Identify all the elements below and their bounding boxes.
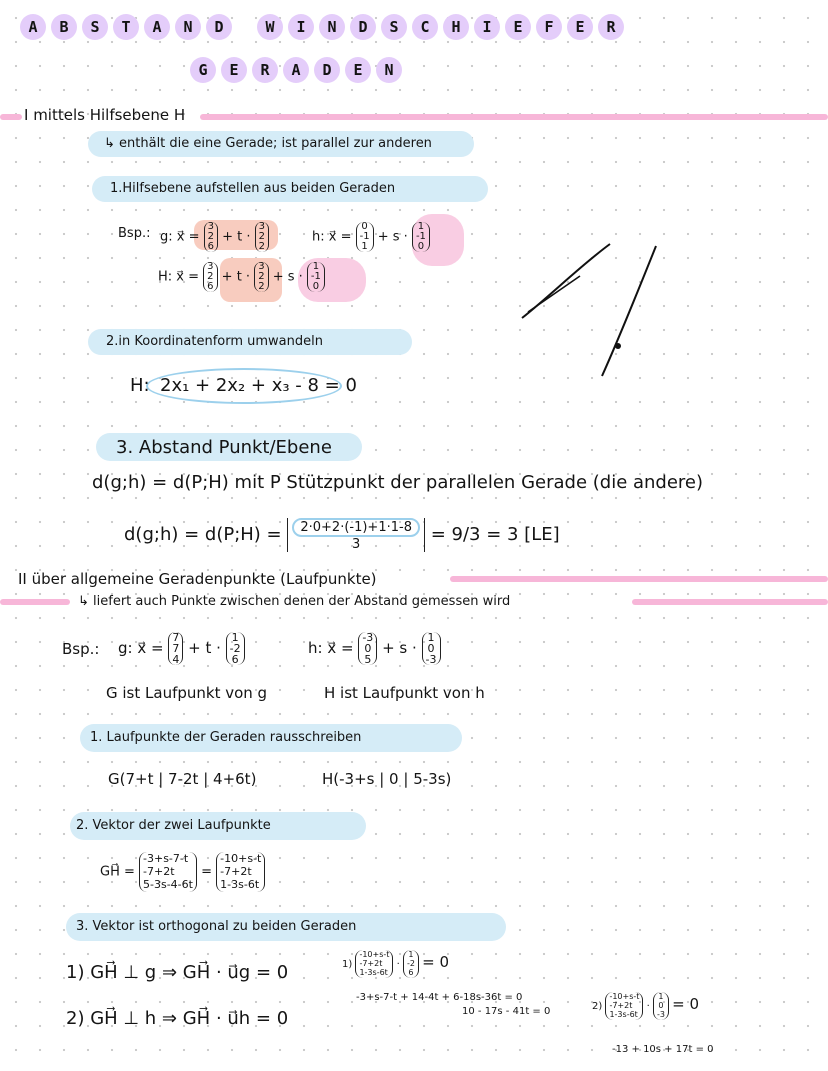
vec-entry: -3 [362,631,374,644]
calc-vector [605,992,643,1020]
vec-entry: -7+2t [143,865,175,879]
title-letter: R [598,14,624,40]
bsp-label: Bsp.: [118,226,151,241]
section-1-heading: I mittels Hilfsebene H [24,106,186,124]
vec-entry: 2 [258,271,265,282]
h-param: + s · [377,229,408,245]
title-letter: A [20,14,46,40]
section-1-note: ↳ enthält die eine Gerade; ist parallel zur anderen [104,136,432,151]
title-letter: A [144,14,170,40]
title-letter: N [376,57,402,83]
vec-entry: 6 [408,968,414,978]
title-letter: B [51,14,77,40]
title-letter: W [257,14,283,40]
step-3-label: 3. Abstand Punkt/Ebene [116,437,332,458]
fraction-denominator: 3 [352,537,361,552]
calc-direction [653,992,669,1020]
h-prefix: h: x⃗ = [308,639,354,657]
H-prefix: H: x⃗ = [158,269,200,285]
H-equation [158,262,325,292]
vec-entry: 1-3s-6t [609,1010,638,1020]
GH-label: GH⃗ = [100,864,135,880]
g-prefix: g: x⃗ = [160,229,200,245]
vec-entry: -3+s-7-t [143,852,189,865]
title-letter: A [283,57,309,83]
title-letter: D [206,14,232,40]
g-support-vector [204,222,218,252]
calc-vector [355,950,393,978]
GH-vector-raw [139,852,197,892]
vec-entry: 6 [231,653,239,666]
scalar-product-1 [342,950,449,978]
sketch-line-h [602,246,656,376]
h-prefix: h: x⃗ = [312,229,352,245]
bsp-label-2: Bsp.: [62,640,100,658]
vec-entry: 1 [658,992,664,1001]
vec-entry: 1-3s-6t [359,968,388,978]
divider-line [450,576,828,582]
title-letter: C [412,14,438,40]
vec-entry: -10+s-t [609,992,640,1001]
distance-lhs: d(g;h) = d(P;H) = [124,524,282,545]
distance-formula [124,518,560,552]
H-coord-label: H: [130,375,150,396]
vec-entry: -1 [310,271,321,282]
g-prefix: g: x⃗ = [118,639,164,657]
vec-entry: 2 [258,231,266,242]
g-direction-vector [226,632,245,665]
dot-operator: · [646,1000,653,1012]
calc-label: 2) [592,1000,603,1012]
title-letter: S [381,14,407,40]
laufpunkt-H: H ist Laufpunkt von h [324,684,485,702]
step-2-3-label: 3. Vektor ist orthogonal zu beiden Geraden [76,919,357,934]
vec-entry: 3 [207,221,214,232]
divider-line-left [0,114,22,120]
vec-entry: -1 [415,231,426,242]
vec-entry: 2 [207,231,214,242]
distance-result: = 9/3 = 3 [LE] [430,524,560,545]
H-direction-2 [307,262,325,292]
sketch-plane-edge [528,276,580,312]
vec-entry: -7+2t [359,959,383,969]
title-letter: D [314,57,340,83]
vec-entry: 0 [427,642,435,655]
title-letter: E [345,57,371,83]
laufpunkt-H-coords: H(-3+s | 0 | 5-3s) [322,770,452,788]
h-equation-2 [308,632,441,665]
g-support-vector [168,632,183,665]
dot-operator: · [396,958,403,970]
h-direction-vector [422,632,441,665]
condition-1: 1) GH⃗ ⊥ g ⇒ GH⃗ · u⃗g = 0 [66,962,289,983]
distance-fraction [292,518,420,552]
laufpunkt-G: G ist Laufpunkt von g [106,684,268,702]
g-param: + t · [222,229,251,245]
H-support-vector [203,262,217,292]
section-2-note: ↳ liefert auch Punkte zwischen denen der Abstand gemessen wird [78,594,511,609]
vec-entry: -2 [229,642,241,655]
vec-entry: -2 [406,959,415,969]
H-param-s: + s · [272,269,303,285]
section-2-heading: II über allgemeine Geradenpunkte (Laufpunkte) [18,570,377,588]
h-equation [312,222,430,252]
divider-line [200,114,828,120]
g-param: + t · [188,639,221,657]
title-letter: F [536,14,562,40]
title-letter: D [350,14,376,40]
vec-entry: -10+s-t [359,950,390,959]
calc-line-3: -13 + 10s + 17t = 0 [612,1044,714,1055]
divider-line-right [632,599,828,605]
vec-entry: 5 [364,653,372,666]
vec-entry: 0 [361,221,368,232]
H-param-t: + t · [221,269,251,285]
g-equation [160,222,269,252]
condition-2: 2) GH⃗ ⊥ h ⇒ GH⃗ · u⃗h = 0 [66,1008,289,1029]
title-letter: H [443,14,469,40]
g-equation-2 [118,632,245,665]
vec-entry: 1 [417,221,425,232]
divider-line-left [0,599,70,605]
title-letter: N [175,14,201,40]
vec-entry: 4 [172,653,180,666]
calc-direction [403,950,419,978]
vec-entry: 1-3s-6t [220,878,260,892]
vec-entry: 1 [312,261,320,272]
title-letter: G [190,57,216,83]
vec-entry: -7+2t [609,1001,633,1011]
title-letter: E [567,14,593,40]
calc-result: = 0 [422,952,450,971]
vec-entry: 2 [258,281,265,292]
vec-entry: 1 [408,950,414,959]
h-param: + s · [382,639,417,657]
h-support-vector [356,222,374,252]
title-letter: S [82,14,108,40]
vec-entry: 5-3s-4-6t [143,878,193,892]
h-support-vector [358,632,377,665]
laufpunkt-G-coords: G(7+t | 7-2t | 4+6t) [108,770,257,788]
vec-entry: 1 [231,631,239,644]
vec-entry: 3 [207,261,214,272]
distance-description: d(g;h) = d(P;H) mit P Stützpunkt der parallelen Gerade (die andere) [92,472,704,493]
calc-result: = 0 [672,994,700,1013]
step-1-label: 1.Hilfsebene aufstellen aus beiden Geraden [110,181,396,196]
abs-bars [287,518,425,552]
sketch-point [615,343,621,349]
vec-entry: 7 [172,631,180,644]
vec-entry: -3 [656,1010,665,1020]
vec-entry: -1 [359,231,370,242]
vec-entry: 1 [361,241,368,252]
title-letter: I [474,14,500,40]
GH-vector-equation [100,852,265,892]
H-coordinate-form: 2x₁ + 2x₂ + x₃ - 8 = 0 [160,375,357,396]
title-letter: R [252,57,278,83]
title-letter: E [221,57,247,83]
title-letter: T [113,14,139,40]
vec-entry: 6 [207,241,214,252]
vec-entry: -7+2t [220,865,252,879]
vec-entry: 7 [172,642,180,655]
vec-entry: -3 [425,653,437,666]
equals-sign: = [201,864,213,880]
calc-line-1: -3+s-7-t + 14-4t + 6-18s-36t = 0 [356,992,523,1003]
vec-entry: 3 [258,261,265,272]
h-direction-vector [412,222,430,252]
vec-entry: 0 [658,1001,664,1011]
calc-line-2: 10 - 17s - 41t = 0 [462,1006,551,1017]
vec-entry: 0 [417,241,425,252]
vec-entry: 3 [258,221,266,232]
fraction-numerator: 2·0+2·(-1)+1·1-8 [292,518,420,537]
skew-lines-sketch [510,236,680,386]
GH-vector-simplified [216,852,265,892]
step-2-2-label: 2. Vektor der zwei Laufpunkte [76,818,271,833]
calc-label: 1) [342,958,353,970]
scalar-product-2 [592,992,699,1020]
title-letter: N [319,14,345,40]
H-direction-1 [254,262,268,292]
vec-entry: -10+s-t [220,852,262,865]
title-letter: I [288,14,314,40]
vec-entry: 6 [207,281,214,292]
vec-entry: 2 [207,271,214,282]
g-direction-vector [255,222,269,252]
vec-entry: 0 [312,281,320,292]
step-2-1-label: 1. Laufpunkte der Geraden rausschreiben [90,730,362,745]
title-letter: E [505,14,531,40]
vec-entry: 1 [427,631,435,644]
vec-entry: 0 [364,642,372,655]
vec-entry: 2 [258,241,266,252]
step-2-label: 2.in Koordinatenform umwandeln [106,334,323,349]
